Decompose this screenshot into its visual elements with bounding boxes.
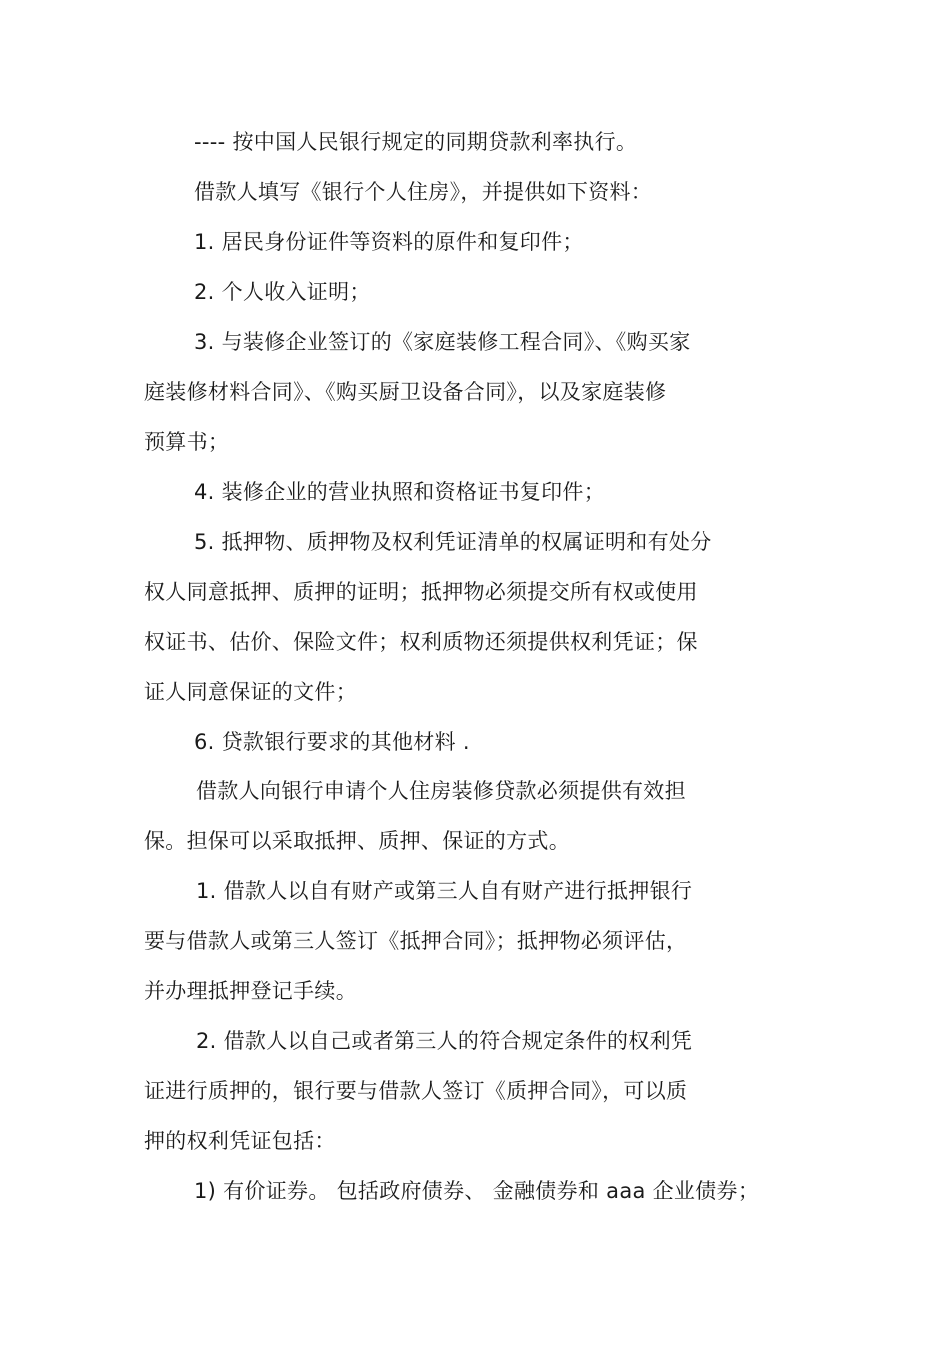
text-line: 1) 有价证券。 包括政府债券、 金融债券和 aaa 企业债券； [194, 1179, 760, 1203]
text-line: 2. 借款人以自己或者第三人的符合规定条件的权利凭 [196, 1029, 693, 1053]
text-line: 押的权利凭证包括： [144, 1129, 336, 1153]
text-line: 3. 与装修企业签订的《家庭装修工程合同》、《购买家 [194, 330, 691, 354]
text-line: 预算书； [144, 430, 230, 454]
text-line: 权证书、估价、保险文件；权利质物还须提供权利凭证；保 [144, 630, 698, 654]
text-line: 5. 抵押物、质押物及权利凭证清单的权属证明和有处分 [194, 530, 712, 554]
text-line: 4. 装修企业的营业执照和资格证书复印件； [194, 480, 606, 504]
text-line: 1. 借款人以自有财产或第三人自有财产进行抵押银行 [196, 879, 693, 903]
text-line: 1. 居民身份证件等资料的原件和复印件； [194, 230, 584, 254]
text-line: 庭装修材料合同》、《购买厨卫设备合同》，以及家庭装修 [144, 380, 667, 404]
text-line: 要与借款人或第三人签订《抵押合同》；抵押物必须评估， [144, 929, 688, 953]
text-line: 6. 贷款银行要求的其他材料 . [194, 730, 470, 754]
text-line: 并办理抵押登记手续。 [144, 979, 357, 1003]
text-line: 证进行质押的，银行要与借款人签订《质押合同》，可以质 [144, 1079, 688, 1103]
text-line: 2. 个人收入证明； [194, 280, 371, 304]
text-line: 证人同意保证的文件； [144, 680, 357, 704]
text-line: 权人同意抵押、质押的证明；抵押物必须提交所有权或使用 [144, 580, 698, 604]
text-line: ---- 按中国人民银行规定的同期贷款利率执行。 [194, 130, 638, 154]
text-line: 借款人填写《银行个人住房》，并提供如下资料： [194, 180, 653, 204]
text-line: 借款人向银行申请个人住房装修贷款必须提供有效担 [196, 779, 686, 803]
text-line: 保。担保可以采取抵押、质押、保证的方式。 [144, 829, 570, 853]
